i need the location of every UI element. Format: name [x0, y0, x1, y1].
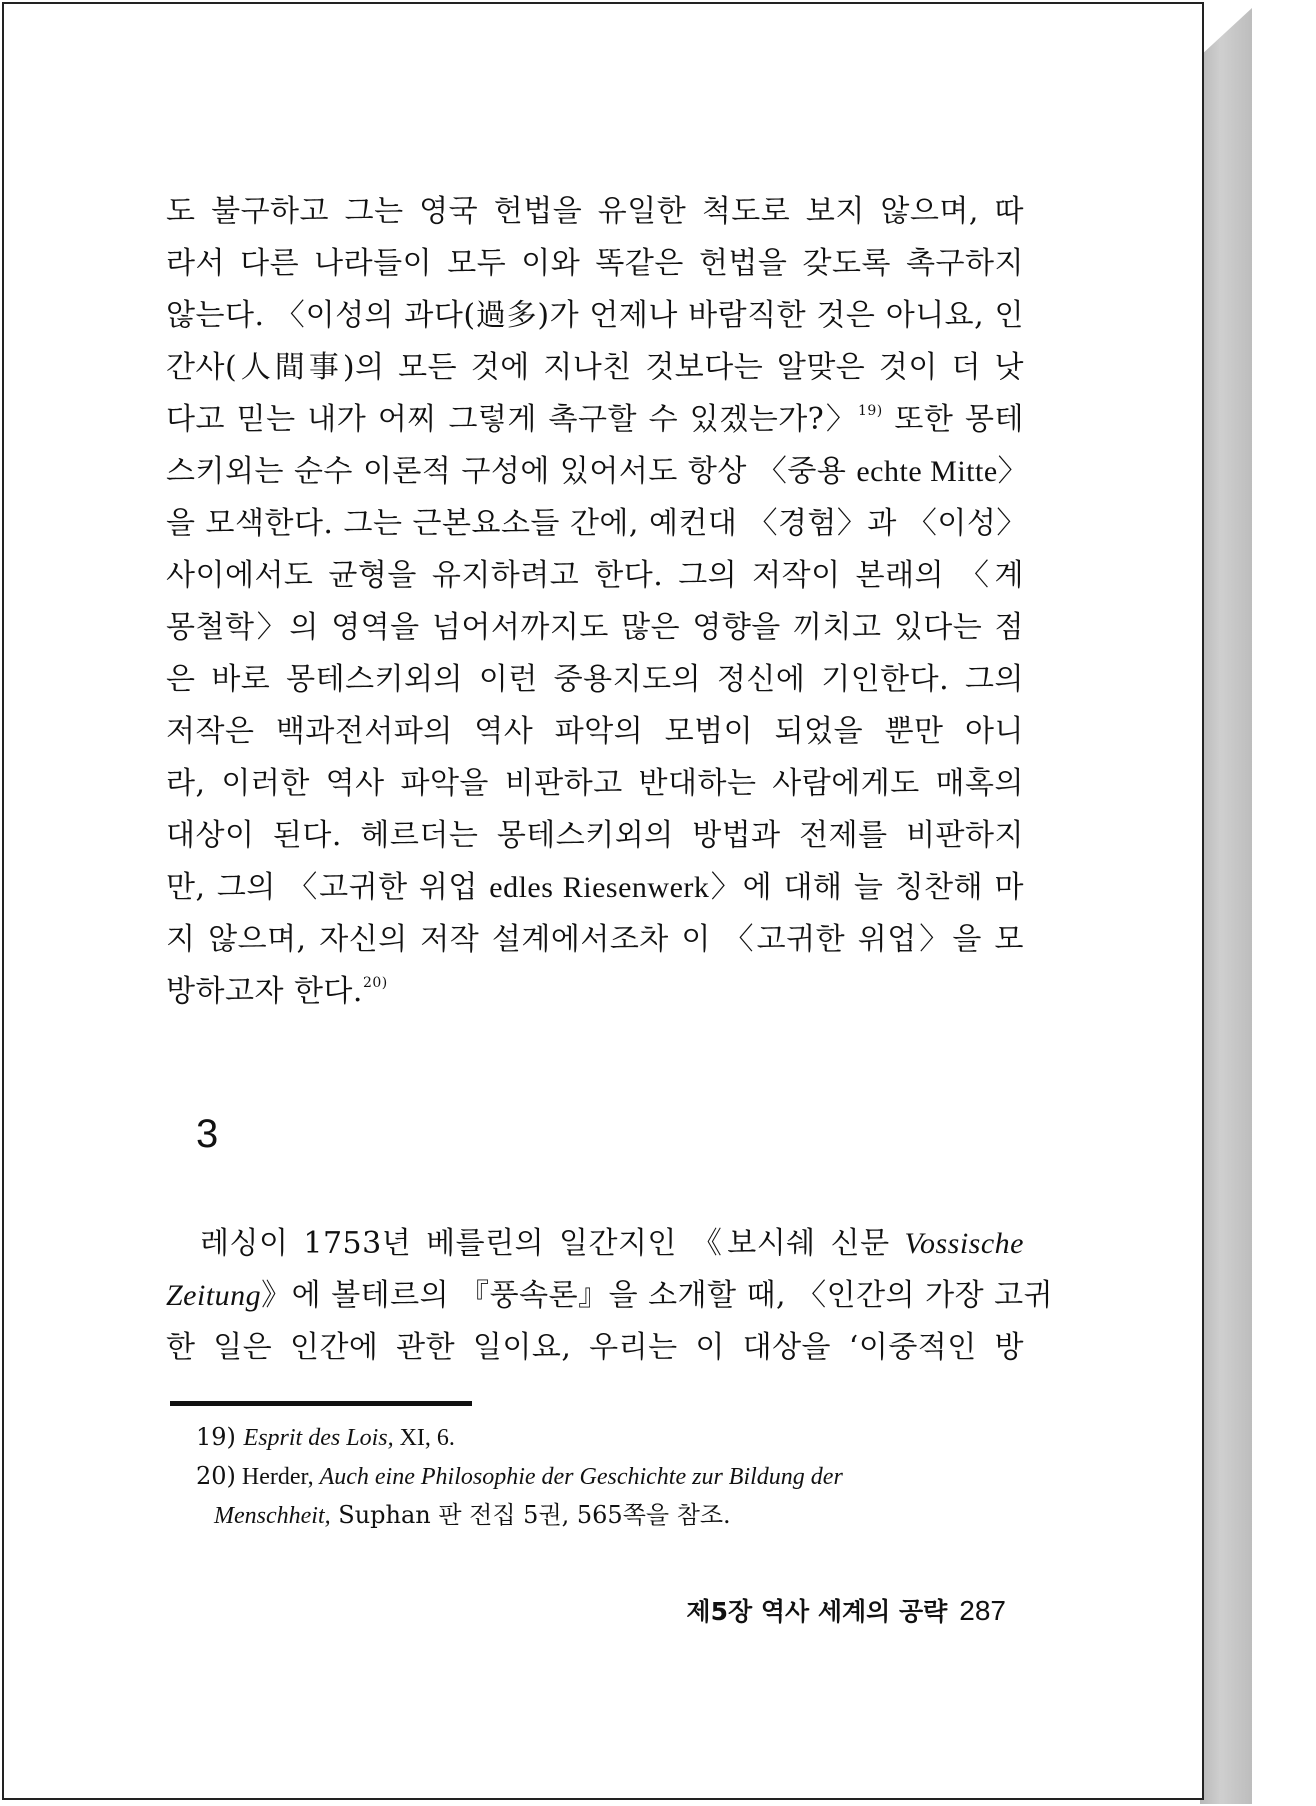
- running-footer: [666, 1592, 1006, 1628]
- text-line: 을 모색한다. 그는 근본요소들 간에, 예컨대 〈경험〉과 〈이성〉: [166, 506, 1027, 541]
- text-line: [166, 446, 1029, 498]
- text-span: 다고 믿는 내가 어찌 그렇게 촉구할 수 있겠는가?〉: [166, 402, 858, 437]
- text-line: [166, 394, 1024, 446]
- text-line: 도 불구하고 그는 영국 헌법을 유일한 척도로 보지 않으며, 따: [166, 194, 1024, 229]
- text-span: 》에 볼테르의 『풍속론』을 소개할 때, 〈인간의 가장 고귀: [261, 1278, 1054, 1313]
- text-line: [166, 966, 1024, 1018]
- footnote-19: [196, 1418, 1036, 1457]
- text-line: [166, 1218, 1024, 1270]
- german-term: echte Mitte: [856, 455, 998, 488]
- german-term: edles Riesenwerk: [489, 871, 710, 904]
- text-span: 만, 그의 〈고귀한 위업: [166, 870, 490, 905]
- text-span: 방하고자 한다.: [166, 974, 363, 1009]
- text-line: 라서 다른 나라들이 모두 이와 똑같은 헌법을 갖도록 촉구하지: [166, 246, 1024, 281]
- paragraph-1: [166, 186, 1029, 1018]
- newspaper-title: Zeitung: [166, 1279, 262, 1312]
- page-number: 287: [959, 1595, 1006, 1626]
- text-line: 몽철학〉의 영역을 넘어서까지도 많은 영향을 끼치고 있다는 점: [166, 610, 1024, 645]
- footnote-20-cont: [196, 1496, 1036, 1535]
- footnote-author: Herder,: [235, 1464, 320, 1490]
- section-number: 3: [196, 1112, 219, 1156]
- text-line: 대상이 된다. 헤르더는 몽테스키외의 방법과 전제를 비판하지: [166, 818, 1024, 853]
- newspaper-title: Vossische: [904, 1227, 1024, 1260]
- footnotes: [196, 1418, 1036, 1535]
- paragraph-2: [166, 1218, 1054, 1374]
- text-line: 저작은 백과전서파의 역사 파악의 모범이 되었을 뿐만 아니: [166, 714, 1024, 749]
- footnote-text: XI, 6.: [393, 1425, 455, 1451]
- footnote-ref-19[interactable]: 19): [857, 403, 883, 419]
- text-line: 간사(人間事)의 모든 것에 지나친 것보다는 알맞은 것이 더 낫: [166, 350, 1024, 385]
- text-line: 은 바로 몽테스키외의 이런 중용지도의 정신에 기인한다. 그의: [166, 662, 1024, 697]
- chapter-title: 제5장 역사 세계의 공략: [686, 1597, 948, 1626]
- text-span: 〉: [997, 454, 1029, 489]
- page-edge-tip: [1200, 8, 1252, 56]
- footnote-label: 20): [196, 1462, 236, 1490]
- page-edge-shadow: [1200, 8, 1252, 1804]
- text-line: 라, 이러한 역사 파악을 비판하고 반대하는 사람에게도 매혹의: [166, 766, 1024, 801]
- footnote-title: Menschheit,: [214, 1503, 331, 1529]
- footnote-ref-20[interactable]: 20): [362, 975, 388, 991]
- footnote-label: 19): [196, 1423, 236, 1451]
- footnote-title: Auch eine Philosophie der Geschichte zur Bildung der: [319, 1464, 843, 1490]
- text-line: 지 않으며, 자신의 저작 설계에서조차 이 〈고귀한 위업〉을 모: [166, 922, 1024, 957]
- footnote-divider: [170, 1401, 472, 1406]
- text-span: 〉에 대해 늘 칭찬해 마: [709, 870, 1024, 905]
- footnote-20: [196, 1457, 1036, 1496]
- text-span: 레싱이 1753년 베를린의 일간지인 《보시쉐 신문: [200, 1226, 905, 1261]
- text-span: 스키외는 순수 이론적 구성에 있어서도 항상 〈중용: [166, 454, 857, 489]
- text-line: 않는다. 〈이성의 과다(過多)가 언제나 바람직한 것은 아니요, 인: [166, 298, 1024, 333]
- text-line: [166, 862, 1024, 914]
- footnote-title: Esprit des Lois,: [243, 1425, 394, 1451]
- text-span: 또한 몽테: [882, 402, 1024, 437]
- text-line: 사이에서도 균형을 유지하려고 한다. 그의 저작이 본래의 〈계: [166, 558, 1024, 593]
- footnote-text: Suphan 판 전집 5권, 565쪽을 참조.: [330, 1501, 731, 1529]
- text-line: 한 일은 인간에 관한 일이요, 우리는 이 대상을 ‘이중적인 방: [166, 1330, 1024, 1365]
- text-line: [166, 1270, 1054, 1322]
